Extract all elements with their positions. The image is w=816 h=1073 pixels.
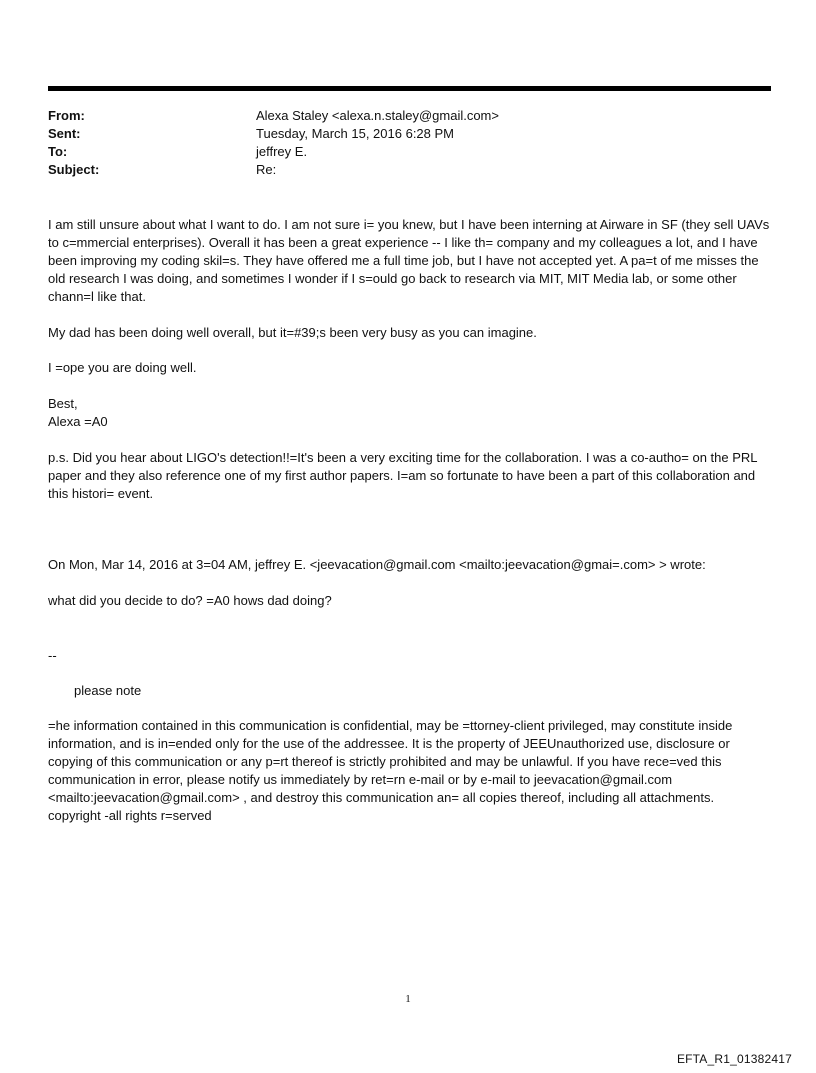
subject-row [48, 161, 768, 179]
message-postscript: p.s. Did you hear about LIGO's detection!!=It's been a very exciting time for the collaboration. I was a co-autho= on the PRL paper and they also reference one of my first author papers. I=am so fortunate to have been a part of this collaboration and this histori= event. [48, 450, 758, 501]
confidentiality-disclaimer: =he information contained in this communication is confidential, may be =ttorney-client privileged, may constitute inside information, and is in=ended only for the use of the addressee. It is the property of JEEUnauthorized use, disclosure or copying of this communication or any p=rt thereof is strictly prohibited and may be unlawful. If you have rece=ved this communication in error, please notify us immediately by ret=rn e-mail or by e-mail to jeevacation@gmail.com <mailto:jeevacation@gmail.com> , and destroy this communication an= all copies thereof, including all attachments. copyright -all rights r=served [48, 718, 733, 823]
sent-row [48, 125, 768, 143]
to-label: To: [48, 144, 68, 159]
page-number: 1 [405, 993, 411, 1005]
to-row [48, 143, 768, 161]
subject-value: Re: [256, 162, 277, 177]
message-paragraph-1: I am still unsure about what I want to do. I am not sure i= you knew, but I have been interning at Airware in SF (they sell UAVs to c=mmercial enterprises). Overall it has been a great experience -- I like th= company and my colleagues a lot, and I have been improving my coding skil=s. They have offered me a full time job, but I have not accepted yet. A pa=t of me misses the old research I was doing, and sometimes I wonder if I s=ould go back to research via MIT, MIT Media lab, or some other chann=l like that. [48, 217, 770, 304]
bates-number: EFTA_R1_01382417 [676, 1052, 792, 1066]
from-value: Alexa Staley <alexa.n.staley@gmail.com> [256, 108, 499, 123]
message-closing: Best, [48, 396, 78, 411]
from-row [48, 107, 768, 125]
to-value: jeffrey E. [256, 144, 308, 159]
sent-label: Sent: [48, 126, 81, 141]
note-heading: please note [74, 683, 142, 698]
message-signature: Alexa =A0 [48, 414, 108, 429]
sent-value: Tuesday, March 15, 2016 6:28 PM [256, 126, 454, 141]
email-header [48, 107, 768, 179]
signature-separator: -- [48, 648, 57, 663]
message-paragraph-2: My dad has been doing well overall, but it=#39;s been very busy as you can imagine. [48, 325, 537, 340]
quoted-question: what did you decide to do? =A0 hows dad doing? [48, 593, 332, 608]
header-divider [48, 86, 771, 91]
quoted-attribution: On Mon, Mar 14, 2016 at 3=04 AM, jeffrey E. <jeevacation@gmail.com <mailto:jeevacation@gmai=.com> > wrote: [48, 557, 706, 572]
subject-label: Subject: [48, 162, 100, 177]
message-paragraph-3: I =ope you are doing well. [48, 360, 197, 375]
from-label: From: [48, 108, 85, 123]
